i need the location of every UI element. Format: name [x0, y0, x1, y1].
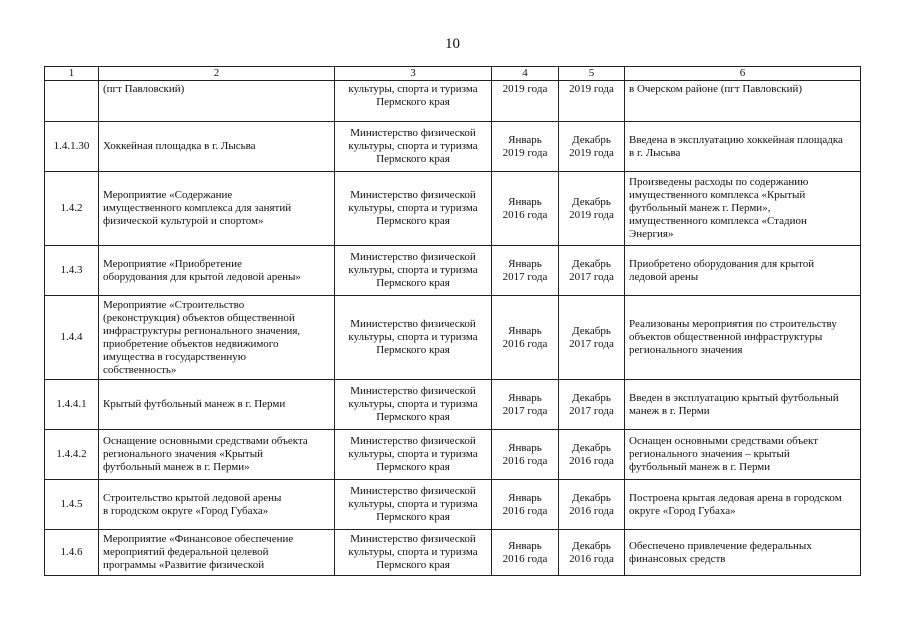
column-header: 6	[625, 67, 861, 81]
responsible-party: Министерство физической культуры, спорта и туризма Пермского края	[335, 122, 492, 172]
responsible-party: Министерство физической культуры, спорта и туризма Пермского края	[335, 380, 492, 430]
table-row	[45, 246, 861, 296]
expected-result: Произведены расходы по содержанию имущественного комплекса «Крытый футбольный манеж г. Перми», имущественного комплекса «Стадион Энергия»	[625, 172, 861, 246]
measure-name: Мероприятие «Финансовое обеспечение мероприятий федеральной целевой программы «Развитие физической	[99, 530, 335, 576]
expected-result: Введена в эксплуатацию хоккейная площадка в г. Лысьва	[625, 122, 861, 172]
expected-result: Обеспечено привлечение федеральных финансовых средств	[625, 530, 861, 576]
column-header: 1	[45, 67, 99, 81]
end-date: Декабрь 2016 года	[559, 530, 625, 576]
start-date: Январь 2019 года	[492, 122, 559, 172]
table-row	[45, 296, 861, 380]
table-row	[45, 430, 861, 480]
start-date: Январь 2016 года	[492, 530, 559, 576]
row-number: 1.4.4.1	[45, 380, 99, 430]
column-header: 4	[492, 67, 559, 81]
responsible-party: Министерство физической культуры, спорта и туризма Пермского края	[335, 430, 492, 480]
measure-name: Хоккейная площадка в г. Лысьва	[99, 122, 335, 172]
measure-name: (пгт Павловский)	[99, 81, 335, 122]
measure-name: Строительство крытой ледовой арены в городском округе «Город Губаха»	[99, 480, 335, 530]
measure-name: Мероприятие «Содержание имущественного комплекса для занятий физической культурой и спортом»	[99, 172, 335, 246]
end-date: Декабрь 2017 года	[559, 296, 625, 380]
start-date: Январь 2016 года	[492, 296, 559, 380]
row-number: 1.4.6	[45, 530, 99, 576]
column-header: 3	[335, 67, 492, 81]
row-number: 1.4.4	[45, 296, 99, 380]
start-date: Январь 2016 года	[492, 430, 559, 480]
program-table	[44, 66, 861, 576]
measure-name: Оснащение основными средствами объекта регионального значения «Крытый футбольный манеж в г. Перми»	[99, 430, 335, 480]
row-number: 1.4.5	[45, 480, 99, 530]
expected-result: Построена крытая ледовая арена в городском округе «Город Губаха»	[625, 480, 861, 530]
start-date: 2019 года	[492, 81, 559, 122]
end-date: Декабрь 2016 года	[559, 430, 625, 480]
row-number: 1.4.3	[45, 246, 99, 296]
start-date: Январь 2016 года	[492, 480, 559, 530]
start-date: Январь 2016 года	[492, 172, 559, 246]
table-row	[45, 530, 861, 576]
row-number	[45, 81, 99, 122]
responsible-party: Министерство физической культуры, спорта и туризма Пермского края	[335, 530, 492, 576]
header-row	[45, 67, 861, 81]
responsible-party: культуры, спорта и туризма Пермского края	[335, 81, 492, 122]
page-number: 10	[445, 36, 460, 52]
table-row	[45, 81, 861, 122]
expected-result: Реализованы мероприятия по строительству объектов общественной инфраструктуры регионального значения	[625, 296, 861, 380]
measure-name: Мероприятие «Строительство (реконструкция) объектов общественной инфраструктуры регионального значения, приобретение объектов недвижимого имущества в государственную собственность»	[99, 296, 335, 380]
column-header: 2	[99, 67, 335, 81]
end-date: Декабрь 2019 года	[559, 172, 625, 246]
expected-result: Приобретено оборудования для крытой ледовой арены	[625, 246, 861, 296]
measure-name: Мероприятие «Приобретение оборудования для крытой ледовой арены»	[99, 246, 335, 296]
end-date: Декабрь 2017 года	[559, 380, 625, 430]
expected-result: в Очерском районе (пгт Павловский)	[625, 81, 861, 122]
responsible-party: Министерство физической культуры, спорта и туризма Пермского края	[335, 480, 492, 530]
end-date: Декабрь 2016 года	[559, 480, 625, 530]
row-number: 1.4.4.2	[45, 430, 99, 480]
row-number: 1.4.1.30	[45, 122, 99, 172]
responsible-party: Министерство физической культуры, спорта и туризма Пермского края	[335, 172, 492, 246]
responsible-party: Министерство физической культуры, спорта и туризма Пермского края	[335, 246, 492, 296]
expected-result: Введен в эксплуатацию крытый футбольный манеж в г. Перми	[625, 380, 861, 430]
responsible-party: Министерство физической культуры, спорта и туризма Пермского края	[335, 296, 492, 380]
measure-name: Крытый футбольный манеж в г. Перми	[99, 380, 335, 430]
table-row	[45, 172, 861, 246]
end-date: Декабрь 2017 года	[559, 246, 625, 296]
expected-result: Оснащен основными средствами объект регионального значения – крытый футбольный манеж в г. Перми	[625, 430, 861, 480]
end-date: 2019 года	[559, 81, 625, 122]
start-date: Январь 2017 года	[492, 380, 559, 430]
table-row	[45, 122, 861, 172]
table-row	[45, 480, 861, 530]
start-date: Январь 2017 года	[492, 246, 559, 296]
end-date: Декабрь 2019 года	[559, 122, 625, 172]
table-row	[45, 380, 861, 430]
column-header: 5	[559, 67, 625, 81]
row-number: 1.4.2	[45, 172, 99, 246]
